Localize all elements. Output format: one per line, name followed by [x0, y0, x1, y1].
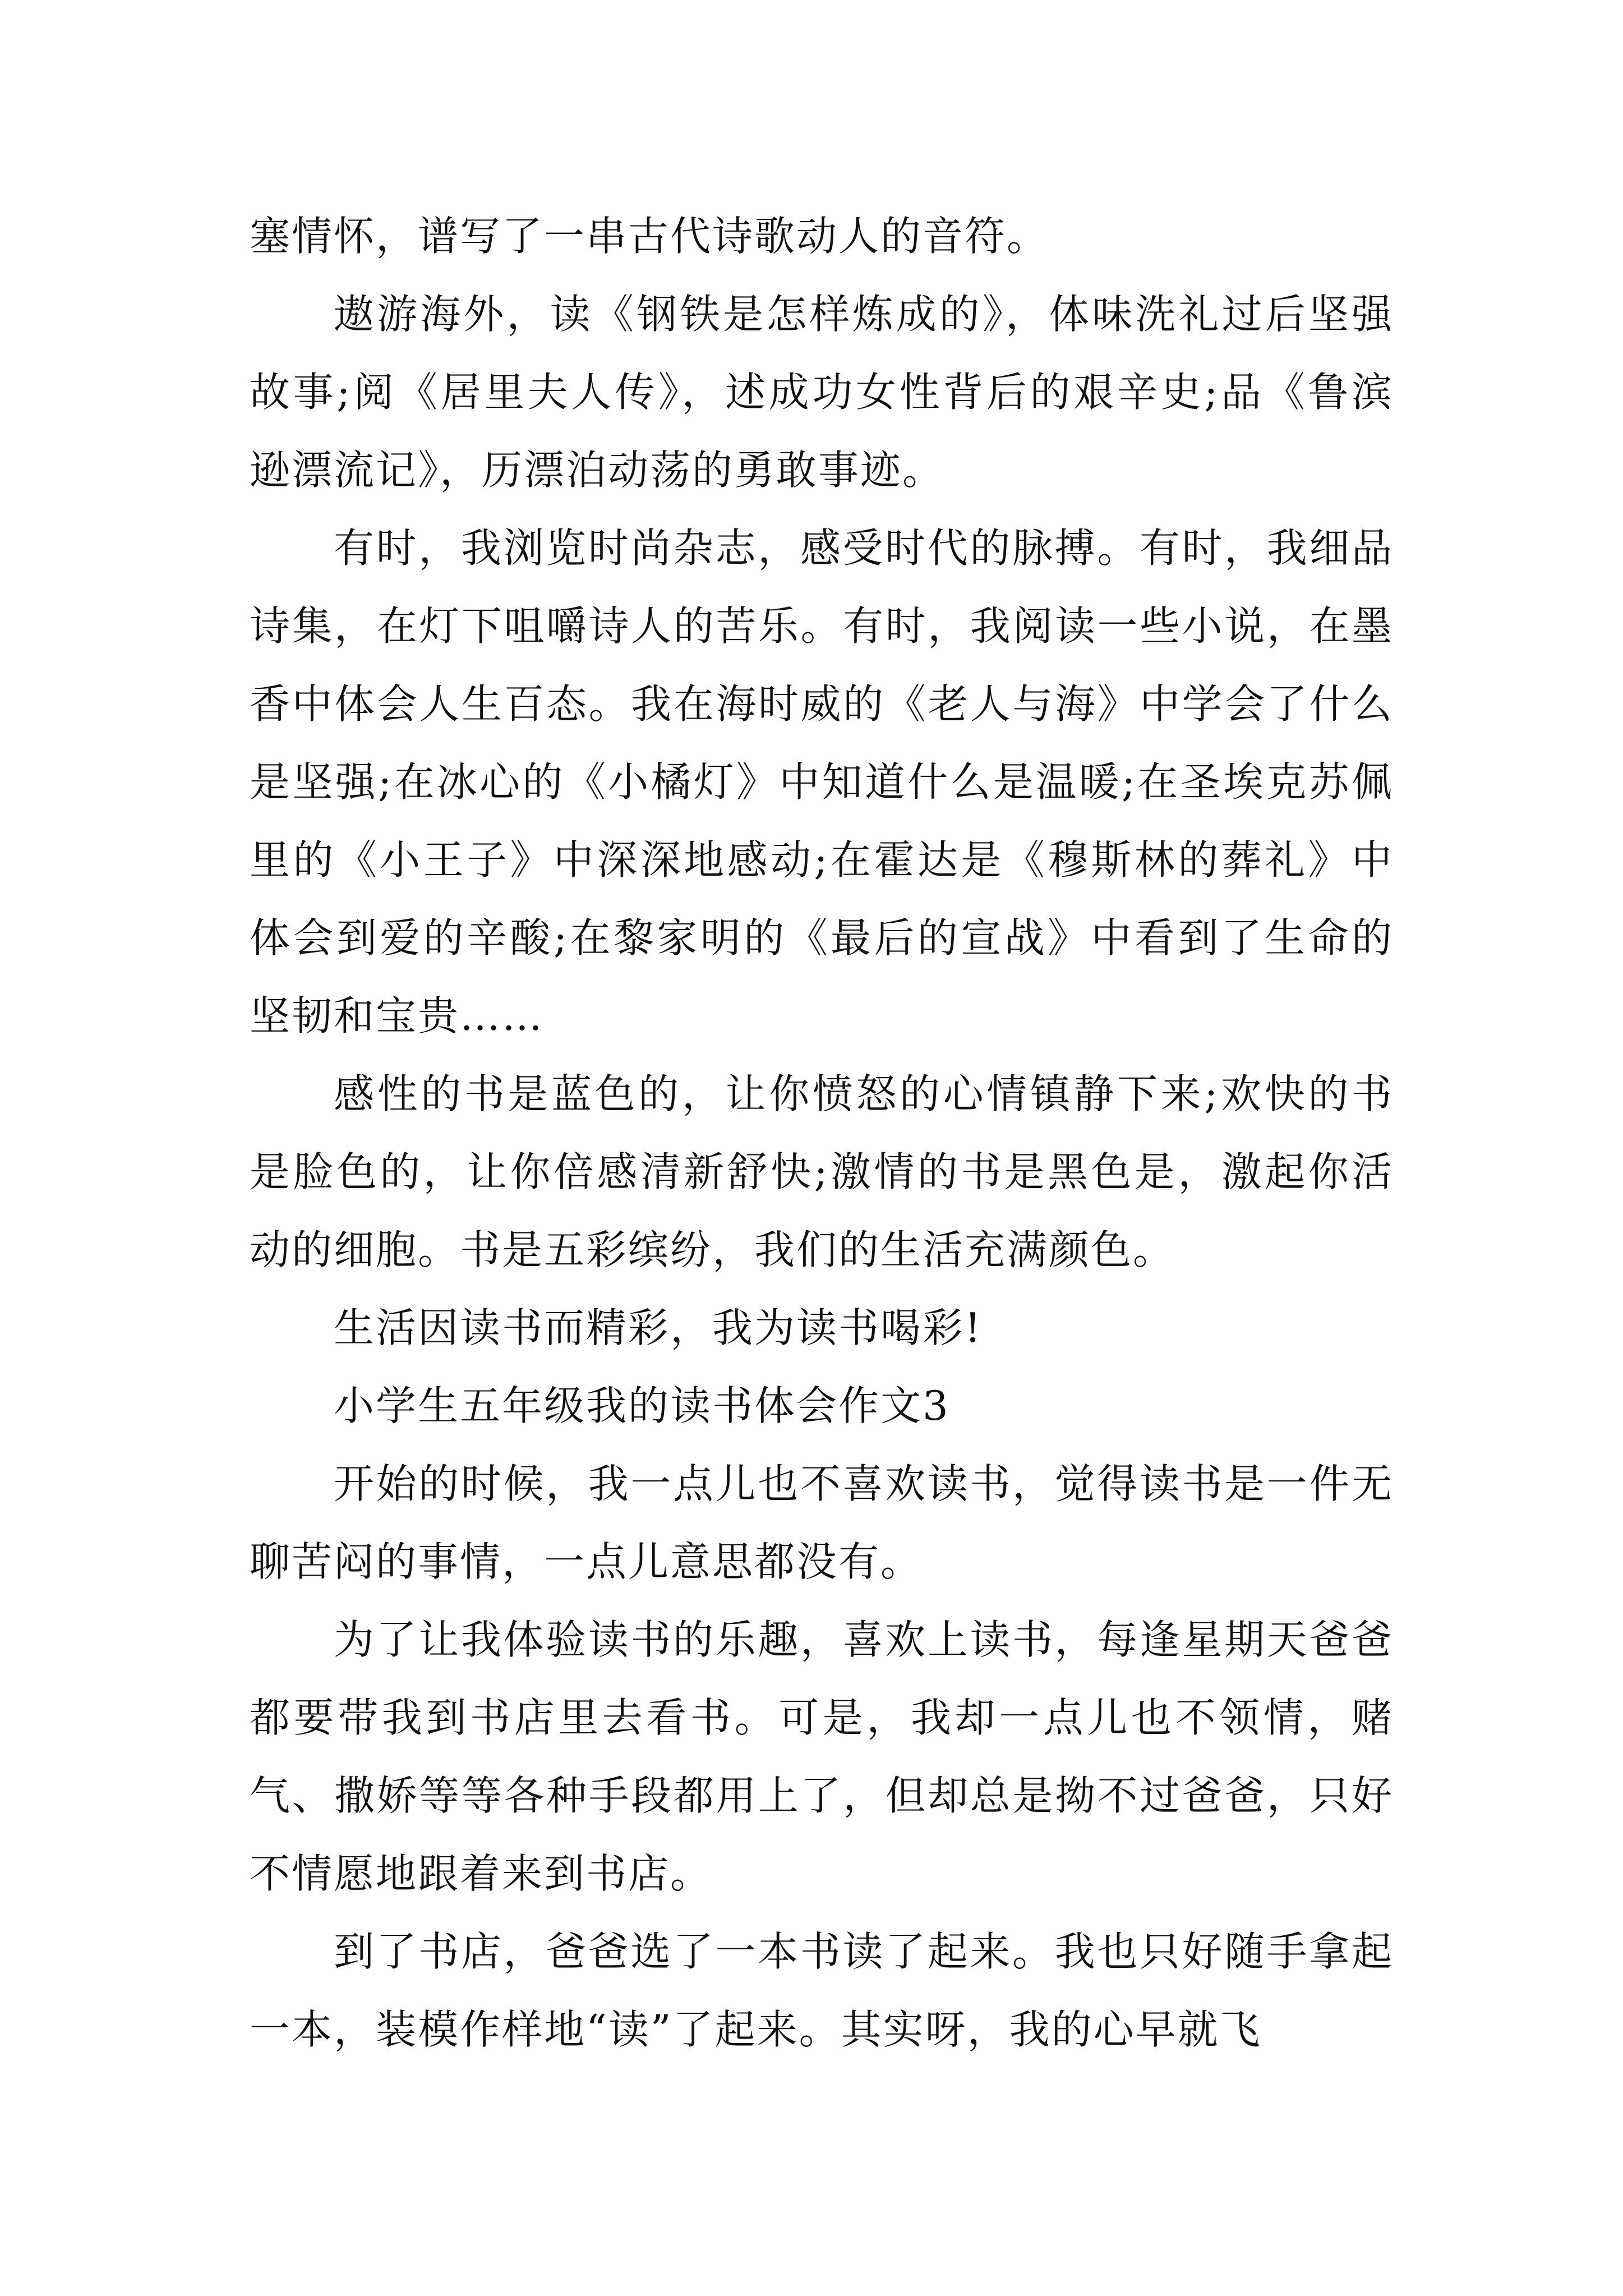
paragraph-8: 到了书店，爸爸选了一本书读了起来。我也只好随手拿起一本，装模作样地“读”了起来。其实呀，我的心早就飞: [250, 1928, 1394, 2053]
paragraph-4: 感性的书是蓝色的，让你愤怒的心情镇静下来;欢快的书是脸色的，让你倍感清新舒快;激情的书是黑色是，激起你活动的细胞。书是五彩缤纷，我们的生活充满颜色。: [250, 1070, 1394, 1273]
paragraph-1: 塞情怀，谱写了一串古代诗歌动人的音符。: [250, 213, 1049, 260]
paragraph-3: 有时，我浏览时尚杂志，感受时代的脉搏。有时，我细品诗集，在灯下咀嚼诗人的苦乐。有时，我阅读一些小说，在墨香中体会人生百态。我在海时威的《老人与海》中学会了什么是坚强;在冰心的《小橘灯》中知道什么是温暖;在圣埃克苏佩里的《小王子》中深深地感动;在霍达是《穆斯林的葬礼》中体会到爱的辛酸;在黎家明的《最后的宣战》中看到了生命的坚韧和宝贵……: [250, 524, 1394, 1039]
paragraph-7: 为了让我体验读书的乐趣，喜欢上读书，每逢星期天爸爸都要带我到书店里去看书。可是，我却一点儿也不领情，赌气、撒娇等等各种手段都用上了，但却总是拗不过爸爸，只好不情愿地跟着来到书店。: [250, 1616, 1394, 1897]
document-body: [250, 197, 1394, 2069]
section-heading: 小学生五年级我的读书体会作文3: [334, 1382, 950, 1429]
paragraph-6: 开始的时候，我一点儿也不喜欢读书，觉得读书是一件无聊苦闷的事情，一点儿意思都没有。: [250, 1460, 1394, 1585]
paragraph-2: 遨游海外，读《钢铁是怎样炼成的》，体味洗礼过后坚强故事;阅《居里夫人传》，述成功女性背后的艰辛史;品《鲁滨逊漂流记》，历漂泊动荡的勇敢事迹。: [250, 291, 1394, 494]
paragraph-5: 生活因读书而精彩，我为读书喝彩!: [334, 1304, 983, 1351]
